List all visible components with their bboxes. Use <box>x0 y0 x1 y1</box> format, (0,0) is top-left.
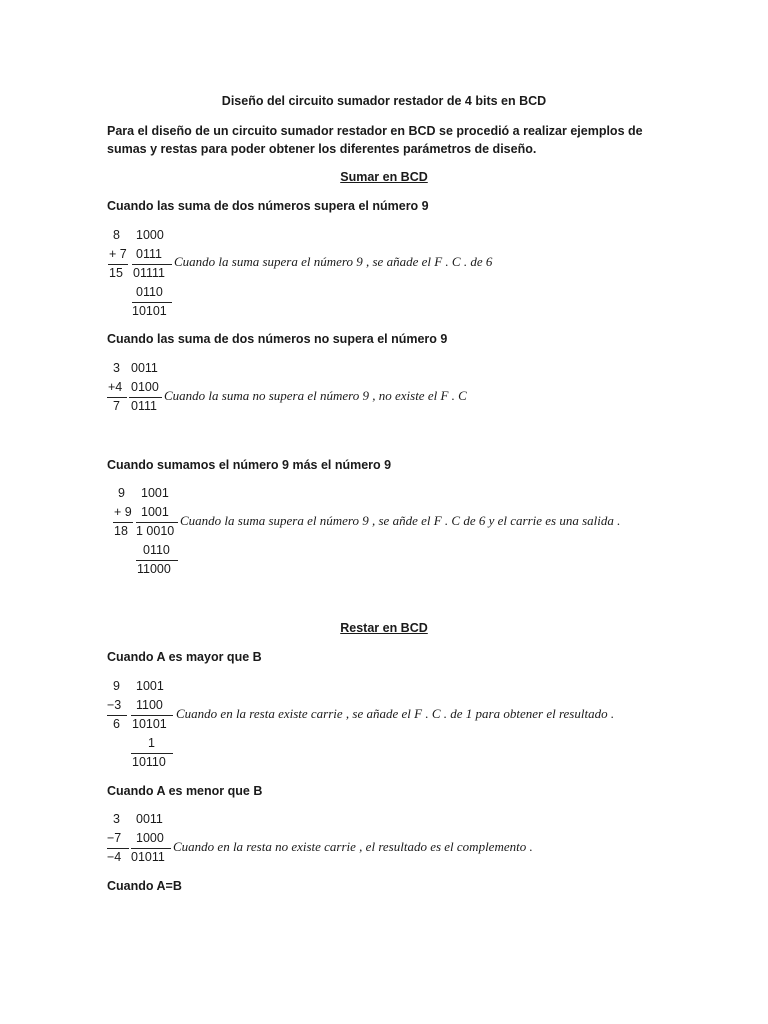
example-note: Cuando la suma supera el número 9 , se añde el F . C de 6 y el carrie es una salida . <box>180 513 621 528</box>
decimal-sub-line <box>107 848 129 849</box>
binary-sum-line <box>132 264 172 265</box>
decimal-result: 7 <box>113 399 120 413</box>
binary-partial-result: 1 0010 <box>136 524 175 538</box>
decimal-operand-a: 9 <box>113 679 120 693</box>
binary-correction-line <box>131 753 173 754</box>
intro-paragraph: Para el diseño de un circuito sumador restador en BCD se procedió a realizar ejemplos de sumas y restas para poder obtener los diferentes parámetros de diseño. <box>107 124 643 156</box>
binary-result: 0111 <box>131 399 157 413</box>
example-note: Cuando la suma no supera el número 9 , no existe el F . C <box>164 388 467 403</box>
binary-operand-b: 1100 <box>136 698 163 712</box>
decimal-result: 6 <box>113 717 120 731</box>
decimal-result: −4 <box>107 850 122 864</box>
binary-operand-a: 1000 <box>136 228 164 242</box>
decimal-operand-b: +4 <box>108 380 123 394</box>
binary-sum-line <box>136 522 178 523</box>
decimal-operand-a: 3 <box>113 812 120 826</box>
binary-result: 01011 <box>131 850 165 864</box>
binary-sum-line <box>129 397 162 398</box>
decimal-sum-line <box>107 397 127 398</box>
decimal-operand-a: 8 <box>113 228 120 242</box>
example-note: Cuando la suma supera el número 9 , se añade el F . C . de 6 <box>174 254 493 269</box>
case-label-sum-under-9: Cuando las suma de dos números no supera el número 9 <box>107 332 448 346</box>
binary-correction: 0110 <box>143 543 170 557</box>
binary-final-result: 10101 <box>132 304 167 318</box>
section-heading-sum: Sumar en BCD <box>340 170 428 184</box>
case-label-a-equals-b: Cuando A=B <box>107 879 182 893</box>
binary-operand-a: 1001 <box>136 679 164 693</box>
binary-final-result: 11000 <box>137 562 171 576</box>
decimal-operand-b: −7 <box>107 831 122 845</box>
binary-operand-b: 0100 <box>131 380 159 394</box>
binary-partial-result: 01111 <box>133 266 165 280</box>
decimal-operand-a: 9 <box>118 486 125 500</box>
binary-correction-line <box>132 302 172 303</box>
decimal-result: 18 <box>114 524 128 538</box>
binary-operand-a: 0011 <box>136 812 163 826</box>
decimal-sub-line <box>107 715 127 716</box>
decimal-sum-line <box>108 264 128 265</box>
decimal-result: 15 <box>109 266 123 280</box>
example-note: Cuando en la resta no existe carrie , el resultado es el complemento . <box>173 839 533 854</box>
decimal-operand-b: + 7 <box>109 247 127 261</box>
binary-correction-line <box>136 560 178 561</box>
decimal-operand-b: −3 <box>107 698 122 712</box>
page-title: Diseño del circuito sumador restador de 4 bits en BCD <box>221 94 547 108</box>
example-note: Cuando en la resta existe carrie , se añade el F . C . de 1 para obtener el resultado . <box>176 706 615 721</box>
case-label-a-greater-b: Cuando A es mayor que B <box>107 650 262 664</box>
binary-correction: 0110 <box>136 285 163 299</box>
binary-operand-b: 1000 <box>136 831 164 845</box>
binary-operand-a: 0011 <box>131 361 158 375</box>
binary-partial-result: 10101 <box>132 717 167 731</box>
binary-final-result: 10110 <box>132 755 166 769</box>
decimal-sum-line <box>113 522 133 523</box>
decimal-operand-a: 3 <box>113 361 120 375</box>
binary-sub-line <box>131 848 171 849</box>
case-label-a-less-b: Cuando A es menor que B <box>107 784 263 798</box>
binary-operand-b: 1001 <box>141 505 169 519</box>
section-heading-sub: Restar en BCD <box>340 621 428 635</box>
binary-correction: 1 <box>148 736 155 750</box>
decimal-operand-b: + 9 <box>114 505 132 519</box>
case-label-sum-over-9: Cuando las suma de dos números supera el número 9 <box>107 199 429 213</box>
binary-operand-a: 1001 <box>141 486 169 500</box>
case-label-sum-9-plus-9: Cuando sumamos el número 9 más el número 9 <box>107 458 392 472</box>
binary-sub-line <box>131 715 173 716</box>
binary-operand-b: 0111 <box>136 247 162 261</box>
